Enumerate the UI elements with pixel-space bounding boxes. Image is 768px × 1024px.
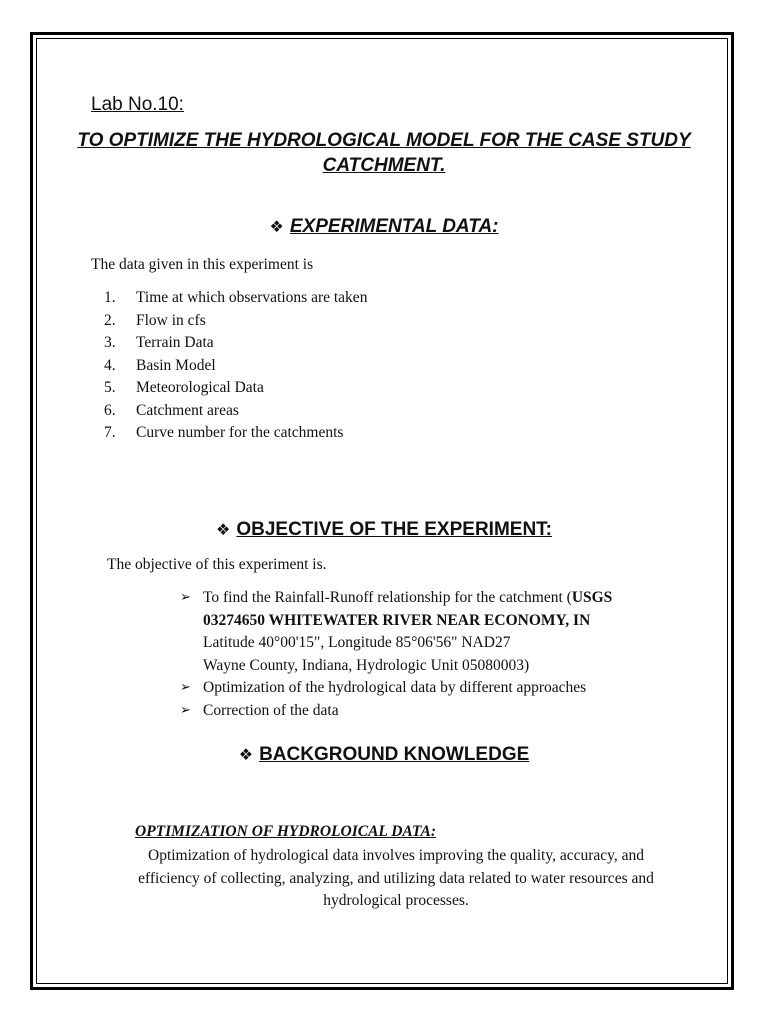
list-number: 7. [104,424,116,441]
station-location: Wayne County, Indiana, Hydrologic Unit 05080003) [203,656,530,674]
objective-list [180,587,612,722]
experimental-data-heading [60,216,708,238]
objective-heading [60,519,708,541]
objective-heading-text: OBJECTIVE OF THE EXPERIMENT: [236,519,552,540]
document-title: TO OPTIMIZE THE HYDROLOGICAL MODEL FOR THE CASE STUDY CATCHMENT. [77,130,691,176]
list-item-text: Catchment areas [136,401,239,419]
list-number: 3. [104,334,116,351]
list-item-text: Curve number for the catchments [136,424,344,441]
arrow-bullet-icon: ➢ [180,702,191,718]
list-item-text: Time at which observations are taken [136,289,368,306]
objective-intro: The objective of this experiment is. [107,556,327,573]
background-heading-text: BACKGROUND KNOWLEDGE [259,744,530,765]
lab-number: Lab No.10: [91,94,184,115]
list-item [104,422,367,445]
list-item-text: Basin Model [136,356,216,374]
list-item [180,587,612,677]
background-heading [60,744,708,766]
arrow-bullet-icon: ➢ [180,590,191,605]
objective-item-text: Correction of the data [203,701,339,719]
station-name: 03274650 WHITEWATER RIVER NEAR ECONOMY, IN [203,611,591,629]
optimization-paragraph: Optimization of hydrological data involves improving the quality, accuracy, and efficiency of collecting, analyzing, and utilizing data related to water resources and hydrological processes. [138,847,654,909]
list-item [104,310,367,333]
experimental-data-list [104,287,367,445]
list-number: 5. [104,379,116,396]
objective-item-text: Optimization of the hydrological data by different approaches [203,679,587,696]
usgs-label: USGS [571,589,613,606]
list-number: 1. [104,289,116,306]
list-item [104,377,367,400]
list-item-text: Terrain Data [136,334,214,351]
list-item [180,700,612,723]
list-item [104,287,367,310]
diamond-bullet-icon: ❖ [238,745,254,764]
station-coordinates: Latitude 40°00'15", Longitude 85°06'56" NAD27 [203,634,511,651]
diamond-bullet-icon: ❖ [216,520,231,539]
optimization-subheading: OPTIMIZATION OF HYDROLOICAL DATA: [135,823,436,840]
objective-item-text: To find the Rainfall-Runoff relationship for the catchment ( [203,589,572,606]
arrow-bullet-icon: ➢ [180,680,191,695]
experimental-intro: The data given in this experiment is [91,256,314,273]
list-number: 4. [104,356,116,374]
list-item [180,677,612,700]
list-item-text: Meteorological Data [136,379,264,396]
list-number: 6. [104,401,116,419]
list-item [104,400,367,423]
list-item [104,332,367,355]
page-border-inner [36,38,728,984]
list-number: 2. [104,311,116,329]
diamond-bullet-icon: ❖ [269,217,284,236]
list-item-text: Flow in cfs [136,311,206,329]
experimental-data-heading-text: EXPERIMENTAL DATA: [289,216,499,237]
list-item [104,355,367,378]
